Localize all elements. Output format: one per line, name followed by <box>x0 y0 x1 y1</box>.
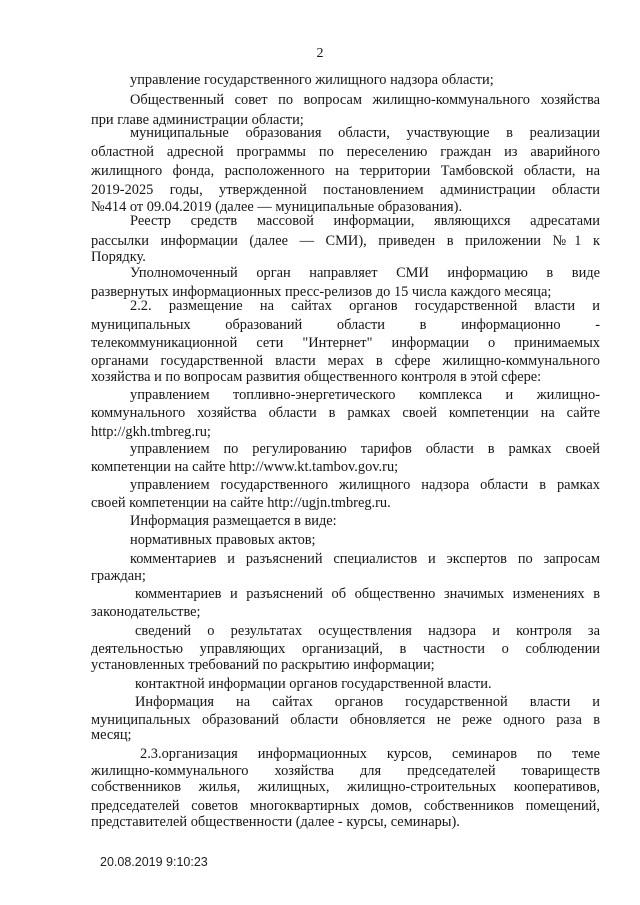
print-timestamp: 20.08.2019 9:10:23 <box>100 855 208 869</box>
text-line: телекоммуникационной сети "Интернет" информации о принимаемых <box>91 335 600 351</box>
page-number: 2 <box>316 46 324 61</box>
text-line: рассылки информации (далее — СМИ), приведен в приложении №1 к <box>91 233 600 249</box>
text-line: хозяйства и по вопросам развития общественного контроля в этой сфере: <box>91 369 542 385</box>
text-line: контактной информации органов государственной власти. <box>135 676 492 692</box>
text-line: комментариев и разъяснений специалистов и экспертов по запросам <box>130 551 600 567</box>
text-line: деятельностью управляющих организаций, в частности о соблюдении <box>91 641 600 657</box>
text-line: жилищного фонда, расположенного на территории Тамбовской области, на <box>91 163 600 179</box>
text-line: управлением государственного жилищного надзора области в рамках <box>130 477 600 493</box>
text-line: муниципальных образований области обновляется не реже одного раза в <box>91 712 600 728</box>
text-line: жилищно-коммунального хозяйства для председателей товариществ <box>91 763 600 779</box>
text-line: собственников жилья, жилищных, жилищно-строительных кооперативов, <box>91 779 600 795</box>
text-line: сведений о результатах осуществления надзора и контроля за <box>135 623 600 639</box>
text-line: http://gkh.tmbreg.ru; <box>91 424 211 440</box>
text-line: муниципальные образования области, участвующие в реализации <box>130 125 600 141</box>
text-line: представителей общественности (далее - курсы, семинары). <box>91 814 460 830</box>
text-line: 2.3.организация информационных курсов, семинаров по теме <box>140 746 600 762</box>
text-line: Уполномоченный орган направляет СМИ информацию в виде <box>130 265 600 281</box>
text-line: председателей советов многоквартирных домов, собственников помещений, <box>91 798 600 814</box>
text-line: нормативных правовых актов; <box>130 532 316 548</box>
text-line: Общественный совет по вопросам жилищно-коммунального хозяйства <box>130 92 600 108</box>
text-line: Реестр средств массовой информации, являющихся адресатами <box>130 213 600 229</box>
text-line: коммунального хозяйства области в рамках своей компетенции на сайте <box>91 405 600 421</box>
text-line: Порядку. <box>91 249 146 265</box>
text-line: законодательстве; <box>91 604 201 620</box>
text-line: управлением топливно-энергетического комплекса и жилищно- <box>130 387 600 403</box>
text-line: развернутых информационных пресс-релизов до 15 числа каждого месяца; <box>91 284 552 300</box>
text-line: №414 от 09.04.2019 (далее — муниципальные образования). <box>91 199 463 215</box>
text-line: областной адресной программы по переселению граждан из аварийного <box>91 144 600 160</box>
text-line: управлением по регулированию тарифов области в рамках своей <box>130 441 600 457</box>
text-line: комментариев и разъяснений об общественно значимых изменениях в <box>135 586 600 602</box>
text-line: 2.2. размещение на сайтах органов государственной власти и <box>130 298 600 314</box>
text-line: месяц; <box>91 727 132 743</box>
text-line: своей компетенции на сайте http://ugjn.tmbreg.ru. <box>91 495 391 511</box>
text-line: управление государственного жилищного надзора области; <box>130 72 494 88</box>
text-line: Информация размещается в виде: <box>130 513 337 529</box>
text-line: при главе администрации области; <box>91 112 304 128</box>
text-line: муниципальных образований области в информационно - <box>91 317 600 333</box>
text-line: компетенции на сайте http://www.kt.tambov.gov.ru; <box>91 459 399 475</box>
text-line: 2019-2025 годы, утвержденной постановлением администрации области <box>91 182 600 198</box>
text-line: граждан; <box>91 568 146 584</box>
text-line: установленных требований по раскрытию информации; <box>91 657 435 673</box>
text-line: Информация на сайтах органов государственной власти и <box>135 694 600 710</box>
text-line: органами государственной власти мерах в сфере жилищно-коммунального <box>91 353 600 369</box>
